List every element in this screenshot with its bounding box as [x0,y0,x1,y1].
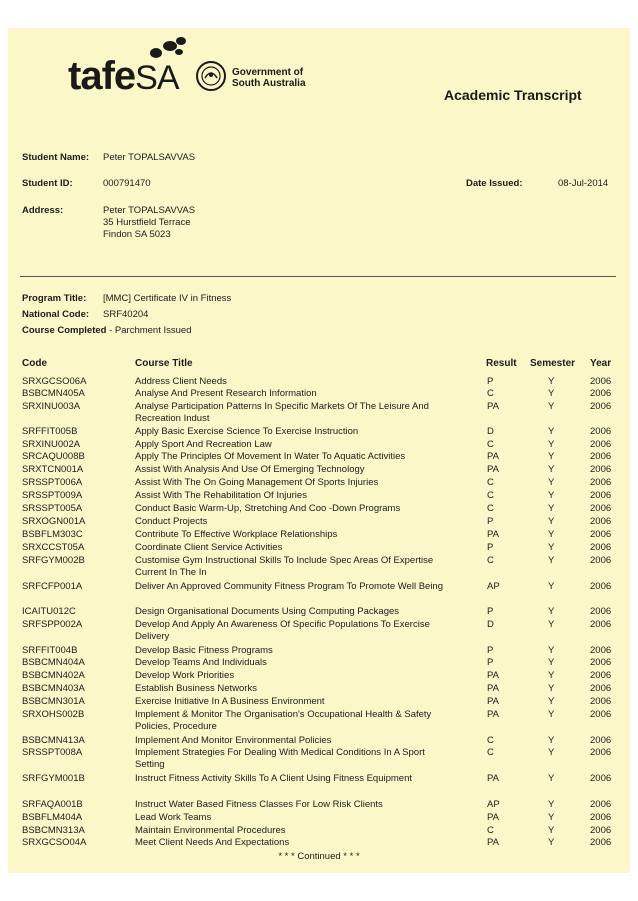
course-result: PA [487,401,499,412]
student-id-label: Student ID: [22,178,73,189]
course-semester: Y [548,376,555,387]
course-semester: Y [548,812,555,823]
course-title: Develop Teams And Individuals [135,657,267,668]
course-title: Coordinate Client Service Activities [135,542,283,553]
course-year: 2006 [590,683,612,694]
course-result: PA [487,812,499,823]
course-title: Lead Work Teams [135,812,212,823]
course-year: 2006 [590,773,612,784]
course-code: BSBCMN301A [22,696,85,707]
course-year: 2006 [590,451,612,462]
course-semester: Y [548,516,555,527]
course-code: BSBCMN405A [22,388,85,399]
course-year: 2006 [590,401,612,412]
course-code: BSBCMN404A [22,657,85,668]
student-name: Peter TOPALSAVVAS [103,152,196,163]
course-title: Develop Basic Fitness Programs [135,645,273,656]
course-result: C [487,490,494,501]
column-header-code: Code [22,358,47,369]
course-code: SRXINU003A [22,401,81,412]
course-year: 2006 [590,542,612,553]
course-year: 2006 [590,812,612,823]
course-year: 2006 [590,837,612,848]
course-code: SRXTCN001A [22,464,84,475]
course-title: Contribute To Effective Workplace Relationships [135,529,338,540]
course-year: 2006 [590,825,612,836]
course-semester: Y [548,555,555,566]
course-year: 2006 [590,426,612,437]
course-title: Apply The Principles Of Movement In Water To Aquatic Activities [135,451,406,462]
course-semester: Y [548,747,555,758]
course-title: Address Client Needs [135,376,227,387]
course-result: C [487,503,494,514]
course-title: Conduct Projects [135,516,208,527]
course-result: D [487,426,494,437]
course-code: SRFSPP002A [22,619,83,630]
course-result: PA [487,529,499,540]
course-title: Instruct Fitness Activity Skills To A Client Using Fitness Equipment [135,773,413,784]
course-code: SRFFIT004B [22,645,78,656]
course-title: Implement & Monitor The Organisation's Occupational Health & Safety Policies, Procedure [135,709,432,732]
course-code: SRSSPT006A [22,477,83,488]
course-semester: Y [548,581,555,592]
course-title: Analyse Participation Patterns In Specific Markets Of The Leisure And Recreation Indust [135,401,429,424]
course-code: BSBCMN313A [22,825,85,836]
course-completed-value: - Parchment Issued [109,325,192,336]
course-semester: Y [548,529,555,540]
course-title: Exercise Initiative In A Business Environment [135,696,325,707]
course-year: 2006 [590,555,612,566]
course-title: Assist With Analysis And Use Of Emerging Technology [135,464,365,475]
course-result: P [487,657,494,668]
course-result: C [487,477,494,488]
student-id: 000791470 [103,178,151,189]
course-result: C [487,439,494,450]
course-result: PA [487,683,499,694]
course-code: BSBCMN403A [22,683,85,694]
course-title: Assist With The On Going Management Of Sports Injuries [135,477,379,488]
course-result: P [487,376,494,387]
national-code: SRF40204 [103,309,149,320]
course-semester: Y [548,606,555,617]
date-issued-label: Date Issued: [466,178,523,189]
course-code: SRFFIT005B [22,426,78,437]
government-name [232,67,306,89]
course-code: BSBCMN402A [22,670,85,681]
course-year: 2006 [590,464,612,475]
divider [20,276,616,277]
course-code: BSBFLM303C [22,529,83,540]
course-code: SRSSPT009A [22,490,83,501]
course-semester: Y [548,709,555,720]
course-semester: Y [548,426,555,437]
course-result: C [487,735,494,746]
course-year: 2006 [590,503,612,514]
course-semester: Y [548,825,555,836]
course-title: Implement And Monitor Environmental Policies [135,735,332,746]
course-result: PA [487,837,499,848]
course-completed-label: Course Completed [22,325,107,336]
course-result: D [487,619,494,630]
course-semester: Y [548,619,555,630]
course-result: PA [487,709,499,720]
course-title: Implement Strategies For Dealing With Medical Conditions In A Sport Setting [135,747,425,770]
course-title: Maintain Environmental Procedures [135,825,286,836]
course-result: P [487,542,494,553]
course-completed [22,325,191,336]
course-year: 2006 [590,581,612,592]
course-semester: Y [548,401,555,412]
course-code: BSBFLM404A [22,812,83,823]
course-semester: Y [548,490,555,501]
document-title: Academic Transcript [444,87,582,103]
program-title-label: Program Title: [22,293,87,304]
course-code: SRXGCSO04A [22,837,87,848]
course-result: PA [487,670,499,681]
course-year: 2006 [590,388,612,399]
course-title: Apply Basic Exercise Science To Exercise Instruction [135,426,359,437]
course-result: AP [487,581,500,592]
course-semester: Y [548,799,555,810]
national-code-label: National Code: [22,309,90,320]
course-year: 2006 [590,619,612,630]
course-code: SRXGCSO06A [22,376,87,387]
course-semester: Y [548,773,555,784]
course-result: C [487,555,494,566]
course-result: PA [487,696,499,707]
course-result: PA [487,773,499,784]
course-semester: Y [548,451,555,462]
course-code: SRFCFP001A [22,581,83,592]
course-title: Meet Client Needs And Expectations [135,837,290,848]
course-semester: Y [548,464,555,475]
course-year: 2006 [590,490,612,501]
continued-marker: * * * Continued * * * [278,851,360,862]
address-line-1: Peter TOPALSAVVAS [103,205,196,216]
course-semester: Y [548,439,555,450]
tafe-logo: tafeSA [68,54,179,98]
course-year: 2006 [590,747,612,758]
course-title: Deliver An Approved Community Fitness Program To Promote Well Being [135,581,444,592]
course-year: 2006 [590,799,612,810]
course-semester: Y [548,388,555,399]
course-semester: Y [548,542,555,553]
course-result: P [487,516,494,527]
course-year: 2006 [590,376,612,387]
course-title: Apply Sport And Recreation Law [135,439,272,450]
government-seal-icon [195,60,227,92]
course-code: SRFAQA001B [22,799,83,810]
course-code: SRXOGN001A [22,516,86,527]
column-header-result: Result [486,358,517,369]
course-title: Analyse And Present Research Information [135,388,317,399]
course-semester: Y [548,683,555,694]
course-title: Instruct Water Based Fitness Classes For Low Risk Clients [135,799,383,810]
course-code: SRXOHS002B [22,709,85,720]
course-result: C [487,747,494,758]
course-year: 2006 [590,657,612,668]
address-line-2: 35 Hurstfield Terrace [103,217,191,228]
course-title: Establish Business Networks [135,683,257,694]
course-result: C [487,388,494,399]
course-result: AP [487,799,500,810]
column-header-semester: Semester [530,358,576,369]
course-semester: Y [548,735,555,746]
course-year: 2006 [590,709,612,720]
course-title: Develop Work Priorities [135,670,235,681]
course-semester: Y [548,657,555,668]
course-semester: Y [548,477,555,488]
student-name-label: Student Name: [22,152,90,163]
course-result: P [487,606,494,617]
course-code: SRFGYM001B [22,773,85,784]
column-header-year: Year [590,358,612,369]
column-header-title: Course Title [135,358,193,369]
course-semester: Y [548,696,555,707]
course-year: 2006 [590,645,612,656]
address-line-3: Findon SA 5023 [103,229,171,240]
course-year: 2006 [590,439,612,450]
course-title: Assist With The Rehabilitation Of Injuries [135,490,307,501]
course-semester: Y [548,837,555,848]
course-year: 2006 [590,696,612,707]
course-title: Design Organisational Documents Using Computing Packages [135,606,400,617]
course-code: BSBCMN413A [22,735,85,746]
course-code: SRSSPT005A [22,503,83,514]
course-title: Conduct Basic Warm-Up, Stretching And Coo -Down Programs [135,503,401,514]
date-issued: 08-Jul-2014 [558,178,609,189]
course-title: Develop And Apply An Awareness Of Specific Populations To Exercise Delivery [135,619,430,642]
course-semester: Y [548,503,555,514]
course-year: 2006 [590,529,612,540]
course-code: SRCAQU008B [22,451,85,462]
government-line-2: South Australia [232,78,306,89]
course-code: SRXINU002A [22,439,81,450]
course-year: 2006 [590,477,612,488]
course-code: SRXCCST05A [22,542,85,553]
course-code: SRFGYM002B [22,555,85,566]
course-title: Customise Gym Instructional Skills To Include Spec Areas Of Expertise Current In The In [135,555,434,578]
course-year: 2006 [590,670,612,681]
course-year: 2006 [590,606,612,617]
course-semester: Y [548,645,555,656]
course-result: PA [487,451,499,462]
course-semester: Y [548,670,555,681]
course-year: 2006 [590,516,612,527]
course-result: C [487,825,494,836]
course-result: PA [487,464,499,475]
government-line-1: Government of [232,67,304,78]
program-title: [MMC] Certificate IV in Fitness [103,293,232,304]
address-label: Address: [22,205,64,216]
course-year: 2006 [590,735,612,746]
course-result: P [487,645,494,656]
course-code: ICAITU012C [22,606,76,617]
course-code: SRSSPT008A [22,747,83,758]
address-block [103,205,195,241]
